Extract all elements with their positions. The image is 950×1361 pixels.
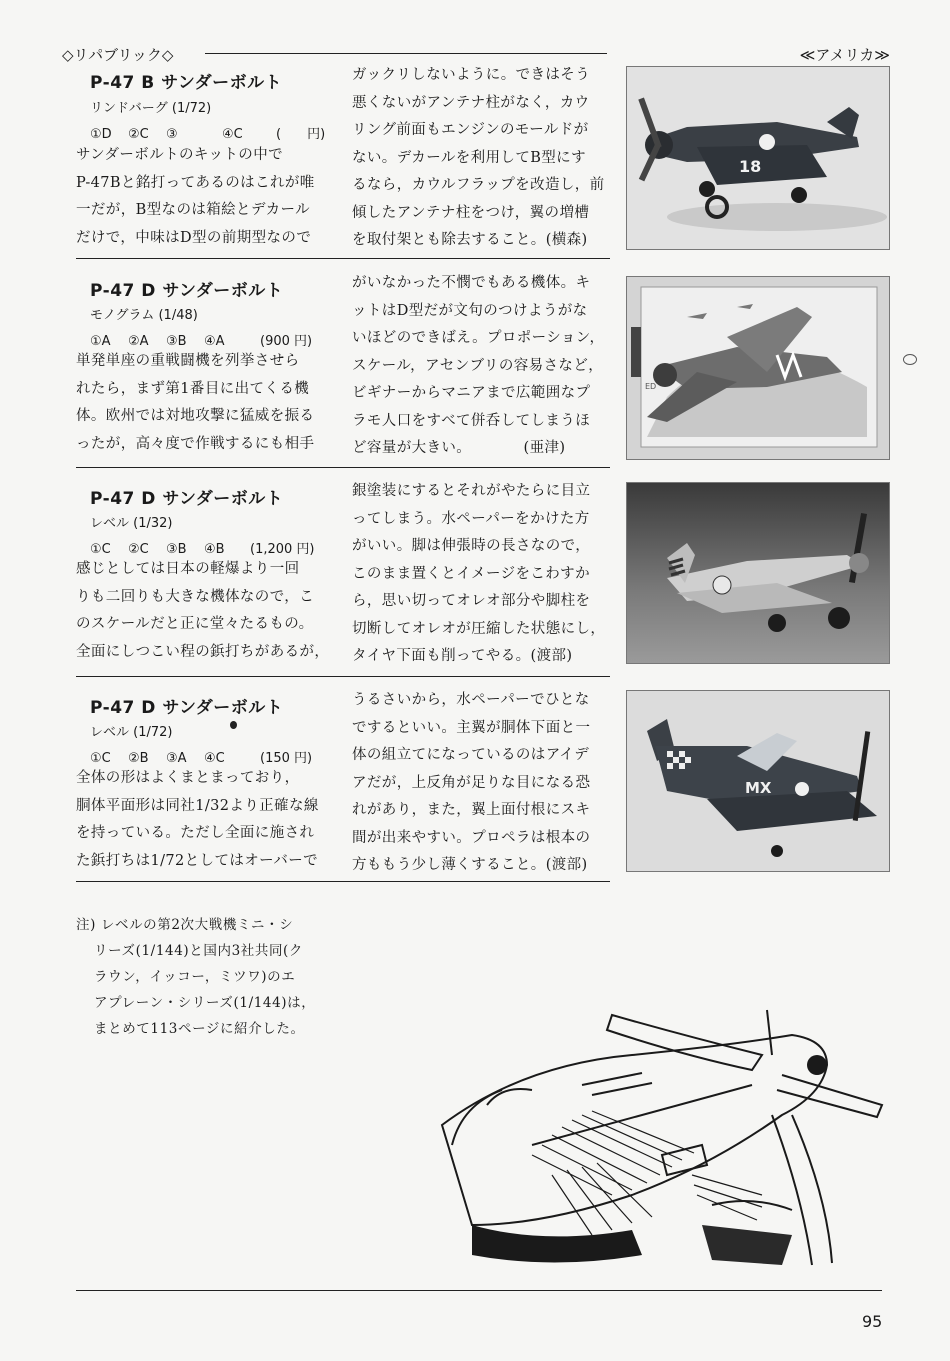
text-line: アだが，上反角が足りな目になる恐 xyxy=(352,774,591,791)
text-line: 全面にしつこい程の鋲打ちがあるが， xyxy=(76,643,330,660)
rating-3: ③A xyxy=(166,751,187,766)
rating-4: ④C xyxy=(204,751,225,766)
entry-divider xyxy=(76,467,610,468)
entry-text-col1 xyxy=(76,765,319,875)
text-line: を取付架とも除去すること。(横森) xyxy=(352,232,588,248)
entry-maker: リンドバーグ (1/72) xyxy=(90,101,212,116)
entry-divider xyxy=(76,258,610,259)
text-line: ない。デカールを利用してB型にす xyxy=(352,149,586,166)
text-line: いほどのできばえ。プロポーション， xyxy=(352,330,605,346)
entry-ratings xyxy=(90,123,325,142)
entry-divider xyxy=(76,676,610,677)
price: ( 円) xyxy=(276,127,326,142)
footer-rule xyxy=(76,1290,882,1291)
page-number: 95 xyxy=(862,1312,883,1331)
note-line: まとめて113ページに紹介した。 xyxy=(94,1021,305,1037)
text-line: を持っている。ただし全面に施され xyxy=(76,825,315,841)
text-line: タイヤ下面も削ってやる。(渡部) xyxy=(352,648,573,664)
text-line: れがあり，また，翼上面付根にスキ xyxy=(352,802,591,818)
note-line: アプレーン・シリーズ(1/144)は， xyxy=(94,995,316,1011)
text-line: 間が出来やすい。プロペラは根本の xyxy=(352,829,591,846)
photo-monogram-box-art xyxy=(626,276,890,460)
text-line: ラモ人口をすべて併呑してしまうほ xyxy=(352,412,591,429)
text-line: 胴体平面形は同社1/32より正確な線 xyxy=(76,797,319,814)
entry-text-col1 xyxy=(76,348,314,458)
entry-text-col2 xyxy=(352,62,605,255)
text-line: 切断してオレオが圧縮した状態にし， xyxy=(352,620,606,637)
photo-revell-132-model xyxy=(626,482,890,664)
entry-ratings xyxy=(90,538,315,557)
text-line: 感じとしては日本の軽爆より一回 xyxy=(76,561,300,577)
section-header-left: ◇リパブリック◇ xyxy=(62,46,174,64)
text-line: うるさいから，水ペーパーでひとな xyxy=(352,692,590,708)
airplane-photo-icon xyxy=(627,483,889,663)
rating-3: ③B xyxy=(166,542,187,557)
text-line: ったが，高々度で作戦するにも相手 xyxy=(76,435,315,452)
text-line: れたら，まず第1番目に出てくる機 xyxy=(76,380,310,397)
note-line: 注) レベルの第2次大戦機ミニ・シ xyxy=(76,917,294,933)
rating-2: ②C xyxy=(128,542,149,557)
price: (1,200 円) xyxy=(250,542,315,557)
rating-1: ①A xyxy=(90,334,111,349)
note-line: リーズ(1/144)と国内3社共同(ク xyxy=(94,943,304,959)
text-line: りも二回りも大きな機体なので，こ xyxy=(76,588,315,605)
text-line: このまま置くとイメージをこわすか xyxy=(352,565,590,582)
ink-spot xyxy=(230,721,237,729)
text-line: スケール，アセンブリの容易さなど， xyxy=(352,357,604,374)
text-line: だけで，中味はD型の前期型なので xyxy=(76,229,312,246)
text-line: サンダーボルトのキットの中で xyxy=(76,147,284,163)
text-line: ビギナーからマニアまで広範囲なプ xyxy=(352,385,591,401)
entry-divider xyxy=(76,881,610,882)
rating-2: ②B xyxy=(128,751,149,766)
text-line: リング前面もエンジンのモールドが xyxy=(352,122,589,138)
entry-text-col1 xyxy=(76,142,315,252)
entry-1 xyxy=(76,62,612,252)
text-line: 体。欧州では対地攻撃に猛威を振る xyxy=(76,408,315,424)
airplane-sketch-icon xyxy=(432,995,892,1280)
rating-3: ③ xyxy=(166,127,178,142)
p51-sketch-illustration xyxy=(432,995,892,1280)
text-line: 悪くないがアンテナ柱がなく，カウ xyxy=(352,94,590,111)
entry-4 xyxy=(76,687,612,877)
rating-1: ①C xyxy=(90,542,111,557)
text-line: のスケールだと正に堂々たるもの。 xyxy=(76,616,314,632)
rating-3: ③B xyxy=(166,334,187,349)
photo-marking: MX xyxy=(745,779,772,797)
text-line: 銀塗装にするとそれがやたらに目立 xyxy=(352,483,591,499)
text-line: でするといい。主翼が胴体下面と一 xyxy=(352,719,591,736)
text-line: ってしまう。水ペーパーをかけた方 xyxy=(352,510,590,527)
text-line: た鋲打ちは1/72としてはオーバーで xyxy=(76,852,319,869)
text-line: ら，思い切ってオレオ部分や脚柱を xyxy=(352,593,591,609)
rating-1: ①D xyxy=(90,127,112,142)
text-line: るなら，カウルフラップを改造し，前 xyxy=(352,177,605,193)
entry-title: P-47 D サンダーボルト xyxy=(90,489,284,509)
entry-ratings xyxy=(90,330,312,349)
entry-maker: レベル (1/32) xyxy=(90,516,173,531)
photo-marking: 18 xyxy=(739,157,762,176)
text-line: ど容量が大きい。 (亜津) xyxy=(352,440,566,456)
entry-2 xyxy=(76,270,612,460)
entry-maker: レベル (1/72) xyxy=(90,725,173,740)
text-line: 傾したアンテナ柱をつけ，翼の増槽 xyxy=(352,204,590,221)
binding-hole-mark xyxy=(903,354,917,365)
entry-3 xyxy=(76,478,612,668)
entry-text-col2 xyxy=(352,270,604,463)
footnote xyxy=(76,912,315,1042)
text-line: 方ももう少し薄くすること。(渡部) xyxy=(352,857,588,873)
entry-text-col2 xyxy=(352,478,605,671)
text-line: 全体の形はよくまとまっており， xyxy=(76,770,300,786)
entry-title: P-47 B サンダーボルト xyxy=(90,73,283,93)
entry-maker: モノグラム (1/48) xyxy=(90,308,198,323)
rating-2: ②C xyxy=(128,127,149,142)
text-line: 体の組立てになっているのはアイデ xyxy=(352,747,590,763)
text-line: 一だが，B型なのは箱絵とデカール xyxy=(76,202,310,218)
text-line: ガックリしないように。できはそう xyxy=(352,67,591,83)
entry-title: P-47 D サンダーボルト xyxy=(90,698,284,718)
rating-4: ④C xyxy=(222,127,243,142)
header-rule xyxy=(205,53,607,54)
text-line: がいい。脚は伸張時の長さなので， xyxy=(352,538,591,554)
entry-title: P-47 D サンダーボルト xyxy=(90,281,284,301)
rating-2: ②A xyxy=(128,334,149,349)
rating-4: ④A xyxy=(204,334,225,349)
text-line: がいなかった不憫でもある機体。キ xyxy=(352,275,591,291)
photo-revell-172-model xyxy=(626,690,890,872)
rating-4: ④B xyxy=(204,542,225,557)
airplane-photo-icon xyxy=(627,67,889,249)
entry-text-col1 xyxy=(76,556,329,666)
text-line: 単発単座の重戦闘機を列挙させら xyxy=(76,353,300,369)
box-art-icon xyxy=(627,277,889,459)
text-line: P-47Bと銘打ってあるのはこれが唯 xyxy=(76,174,315,191)
rating-1: ①C xyxy=(90,751,111,766)
airplane-photo-icon xyxy=(627,691,889,871)
entry-ratings xyxy=(90,747,312,766)
entry-text-col2 xyxy=(352,687,590,880)
photo-p47b-model xyxy=(626,66,890,250)
price: (150 円) xyxy=(260,751,313,766)
note-line: ラウン，イッコー，ミツワ)のエ xyxy=(94,969,296,985)
text-line: ットはD型だが文句のつけようがな xyxy=(352,302,588,319)
price: (900 円) xyxy=(260,334,313,349)
photo-marking: ED xyxy=(645,382,657,391)
section-header-right: ≪アメリカ≫ xyxy=(799,46,890,64)
